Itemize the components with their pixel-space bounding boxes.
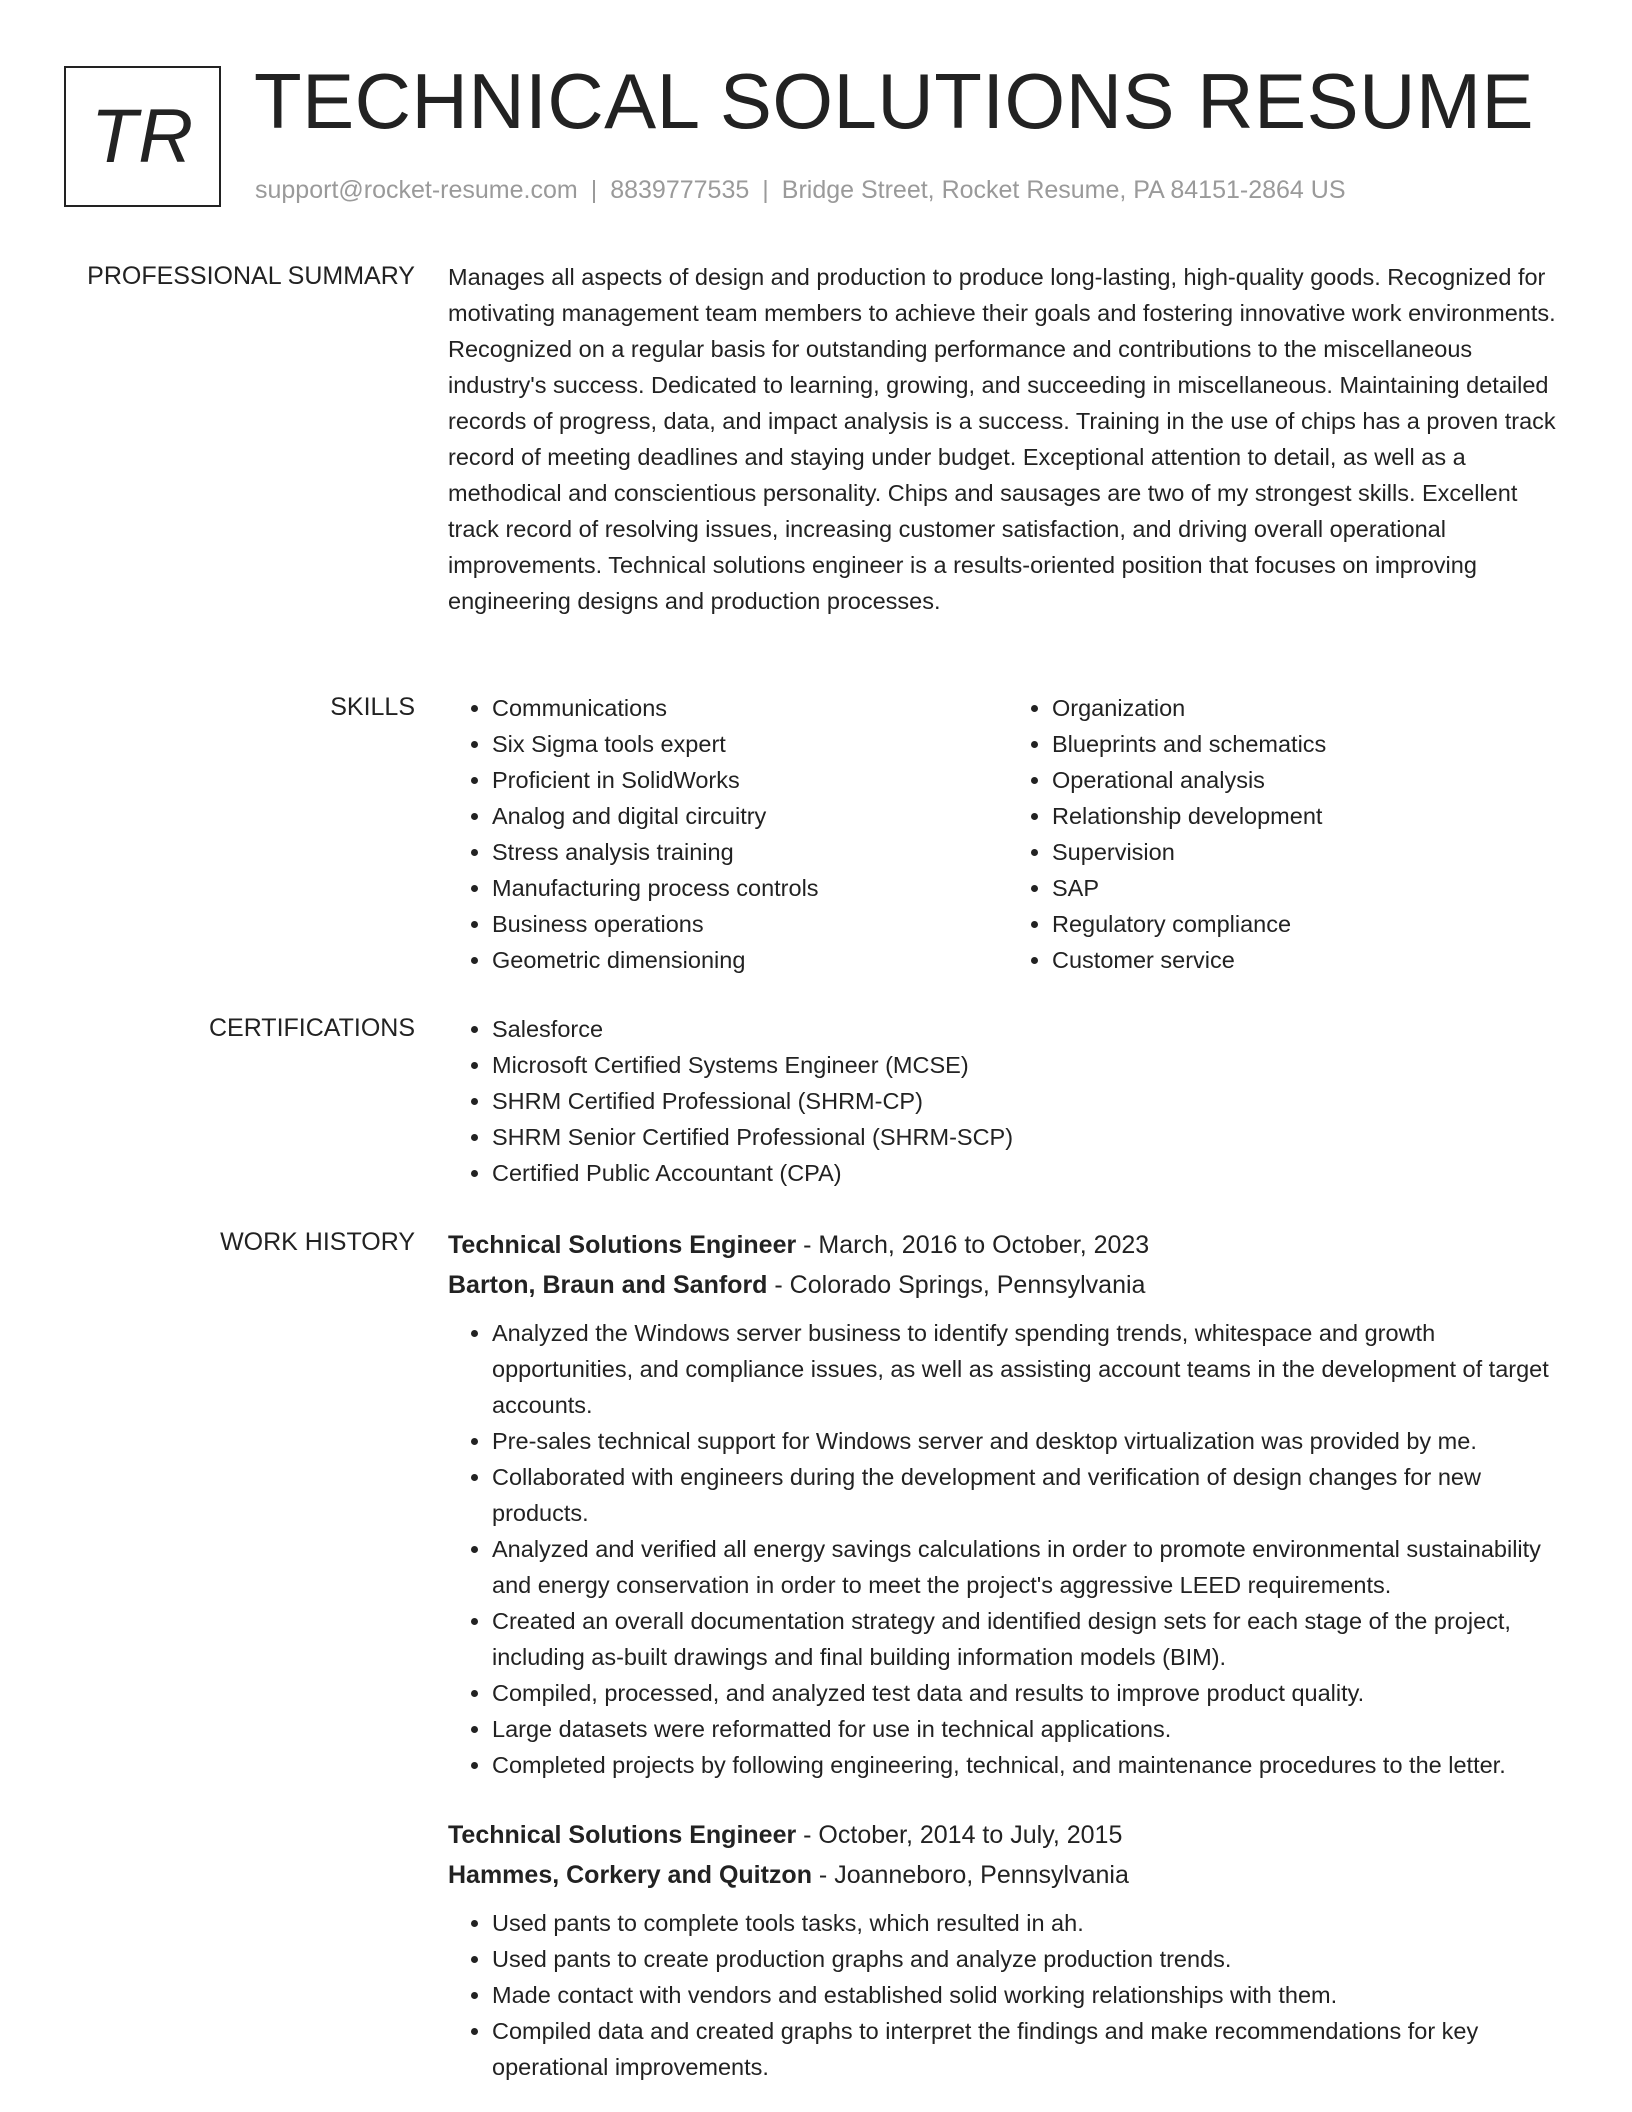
certification-item: • Microsoft Certified Systems Engineer (MCSE) (492, 1047, 1568, 1083)
job-entry (448, 1225, 1568, 1783)
job-bullet-item: • Analyzed the Windows server business to identify spending trends, whitespace and growth opportunities, and compliance issues, as well as assisting account teams in the development of target accounts. (492, 1315, 1568, 1423)
job-company: Hammes, Corkery and Quitzon (448, 1861, 812, 1889)
contact-line (255, 174, 1346, 206)
job-entry (448, 1815, 1568, 2085)
section-label-work-history: WORK HISTORY (220, 1228, 415, 1256)
summary-text: Manages all aspects of design and production to produce long-lasting, high-quality goods. Recognized for motivating management team members to achieve their goals and fostering innovative work environments. Recognized on a regular basis for outstanding performance and contributions to the miscellaneous industry's success. Dedicated to learning, growing, and succeeding in miscellaneous. Maintaining detailed records of progress, data, and impact analysis is a success. Training in the use of chips has a proven track record of meeting deadlines and staying under budget. Exceptional attention to detail, as well as a methodical and conscientious personality. Chips and sausages are two of my strongest skills. Excellent track record of resolving issues, increasing customer satisfaction, and driving overall operational improvements. Technical solutions engineer is a results-oriented position that focuses on improving engineering designs and production processes. (448, 264, 1556, 614)
skill-item: • Stress analysis training (492, 834, 1008, 870)
skill-item: • SAP (1052, 870, 1568, 906)
job-bullet-item: • Made contact with vendors and established solid working relationships with them. (492, 1977, 1568, 2013)
job-bullet-item: • Analyzed and verified all energy savings calculations in order to promote environmental sustainability and energy conservation in order to meet the project's aggressive LEED requirements. (492, 1531, 1568, 1603)
skill-item: • Manufacturing process controls (492, 870, 1008, 906)
skill-item: • Communications (492, 690, 1008, 726)
job-bullets (448, 1905, 1568, 2085)
page-title: TECHNICAL SOLUTIONS RESUME (254, 57, 1534, 145)
job-bullet-item: • Used pants to complete tools tasks, which resulted in ah. (492, 1905, 1568, 1941)
section-label-skills: SKILLS (330, 693, 415, 721)
contact-phone: 8839777535 (610, 176, 750, 204)
skill-item: • Blueprints and schematics (1052, 726, 1568, 762)
contact-separator: | (762, 176, 769, 204)
skill-item: • Proficient in SolidWorks (492, 762, 1008, 798)
monogram-badge (64, 66, 221, 207)
job-dates: - October, 2014 to July, 2015 (796, 1821, 1123, 1849)
work-history-body (448, 1225, 1568, 2085)
job-company-line (448, 1855, 1568, 1895)
job-company-line (448, 1265, 1568, 1305)
skill-item: • Organization (1052, 690, 1568, 726)
certification-item: • SHRM Senior Certified Professional (SHRM-SCP) (492, 1119, 1568, 1155)
job-title-line (448, 1815, 1568, 1855)
job-bullet-item: • Collaborated with engineers during the development and verification of design changes for new products. (492, 1459, 1568, 1531)
job-title: Technical Solutions Engineer (448, 1821, 797, 1849)
section-label-summary: PROFESSIONAL SUMMARY (87, 262, 415, 290)
skills-list-left (448, 690, 1008, 978)
job-bullet-item: • Pre-sales technical support for Windows server and desktop virtualization was provided by me. (492, 1423, 1568, 1459)
skill-item: • Business operations (492, 906, 1008, 942)
certification-item: • SHRM Certified Professional (SHRM-CP) (492, 1083, 1568, 1119)
job-bullet-item: • Completed projects by following engineering, technical, and maintenance procedures to the letter. (492, 1747, 1568, 1783)
certifications-list (448, 1011, 1568, 1191)
contact-address: Bridge Street, Rocket Resume, PA 84151-2864 US (781, 176, 1346, 204)
skill-item: • Operational analysis (1052, 762, 1568, 798)
job-bullet-item: • Large datasets were reformatted for use in technical applications. (492, 1711, 1568, 1747)
certification-item: • Certified Public Accountant (CPA) (492, 1155, 1568, 1191)
job-bullet-item: • Compiled, processed, and analyzed test data and results to improve product quality. (492, 1675, 1568, 1711)
skill-item: • Analog and digital circuitry (492, 798, 1008, 834)
skill-item: • Relationship development (1052, 798, 1568, 834)
section-label-certifications: CERTIFICATIONS (208, 1014, 415, 1042)
skill-item: • Geometric dimensioning (492, 942, 1008, 978)
job-bullet-item: • Compiled data and created graphs to interpret the findings and make recommendations for key operational improvements. (492, 2013, 1568, 2085)
skills-list-right (1008, 690, 1568, 978)
job-title: Technical Solutions Engineer (448, 1231, 797, 1259)
job-company: Barton, Braun and Sanford (448, 1271, 768, 1299)
skills-columns (448, 690, 1568, 978)
job-title-line (448, 1225, 1568, 1265)
skill-item: • Regulatory compliance (1052, 906, 1568, 942)
certifications-body (448, 1011, 1568, 1191)
skill-item: • Customer service (1052, 942, 1568, 978)
job-dates: - March, 2016 to October, 2023 (796, 1231, 1150, 1259)
contact-separator: | (590, 176, 598, 204)
skill-item: • Supervision (1052, 834, 1568, 870)
contact-email: support@rocket-resume.com (255, 176, 578, 204)
job-bullets (448, 1315, 1568, 1783)
job-location: - Joanneboro, Pennsylvania (811, 1861, 1129, 1889)
certification-item: • Salesforce (492, 1011, 1568, 1047)
monogram-text: TR (90, 94, 195, 179)
job-bullet-item: • Created an overall documentation strategy and identified design sets for each stage of the project, including as-built drawings and final building information models (BIM). (492, 1603, 1568, 1675)
job-bullet-item: • Used pants to create production graphs and analyze production trends. (492, 1941, 1568, 1977)
skill-item: • Six Sigma tools expert (492, 726, 1008, 762)
job-location: - Colorado Springs, Pennsylvania (767, 1271, 1146, 1299)
